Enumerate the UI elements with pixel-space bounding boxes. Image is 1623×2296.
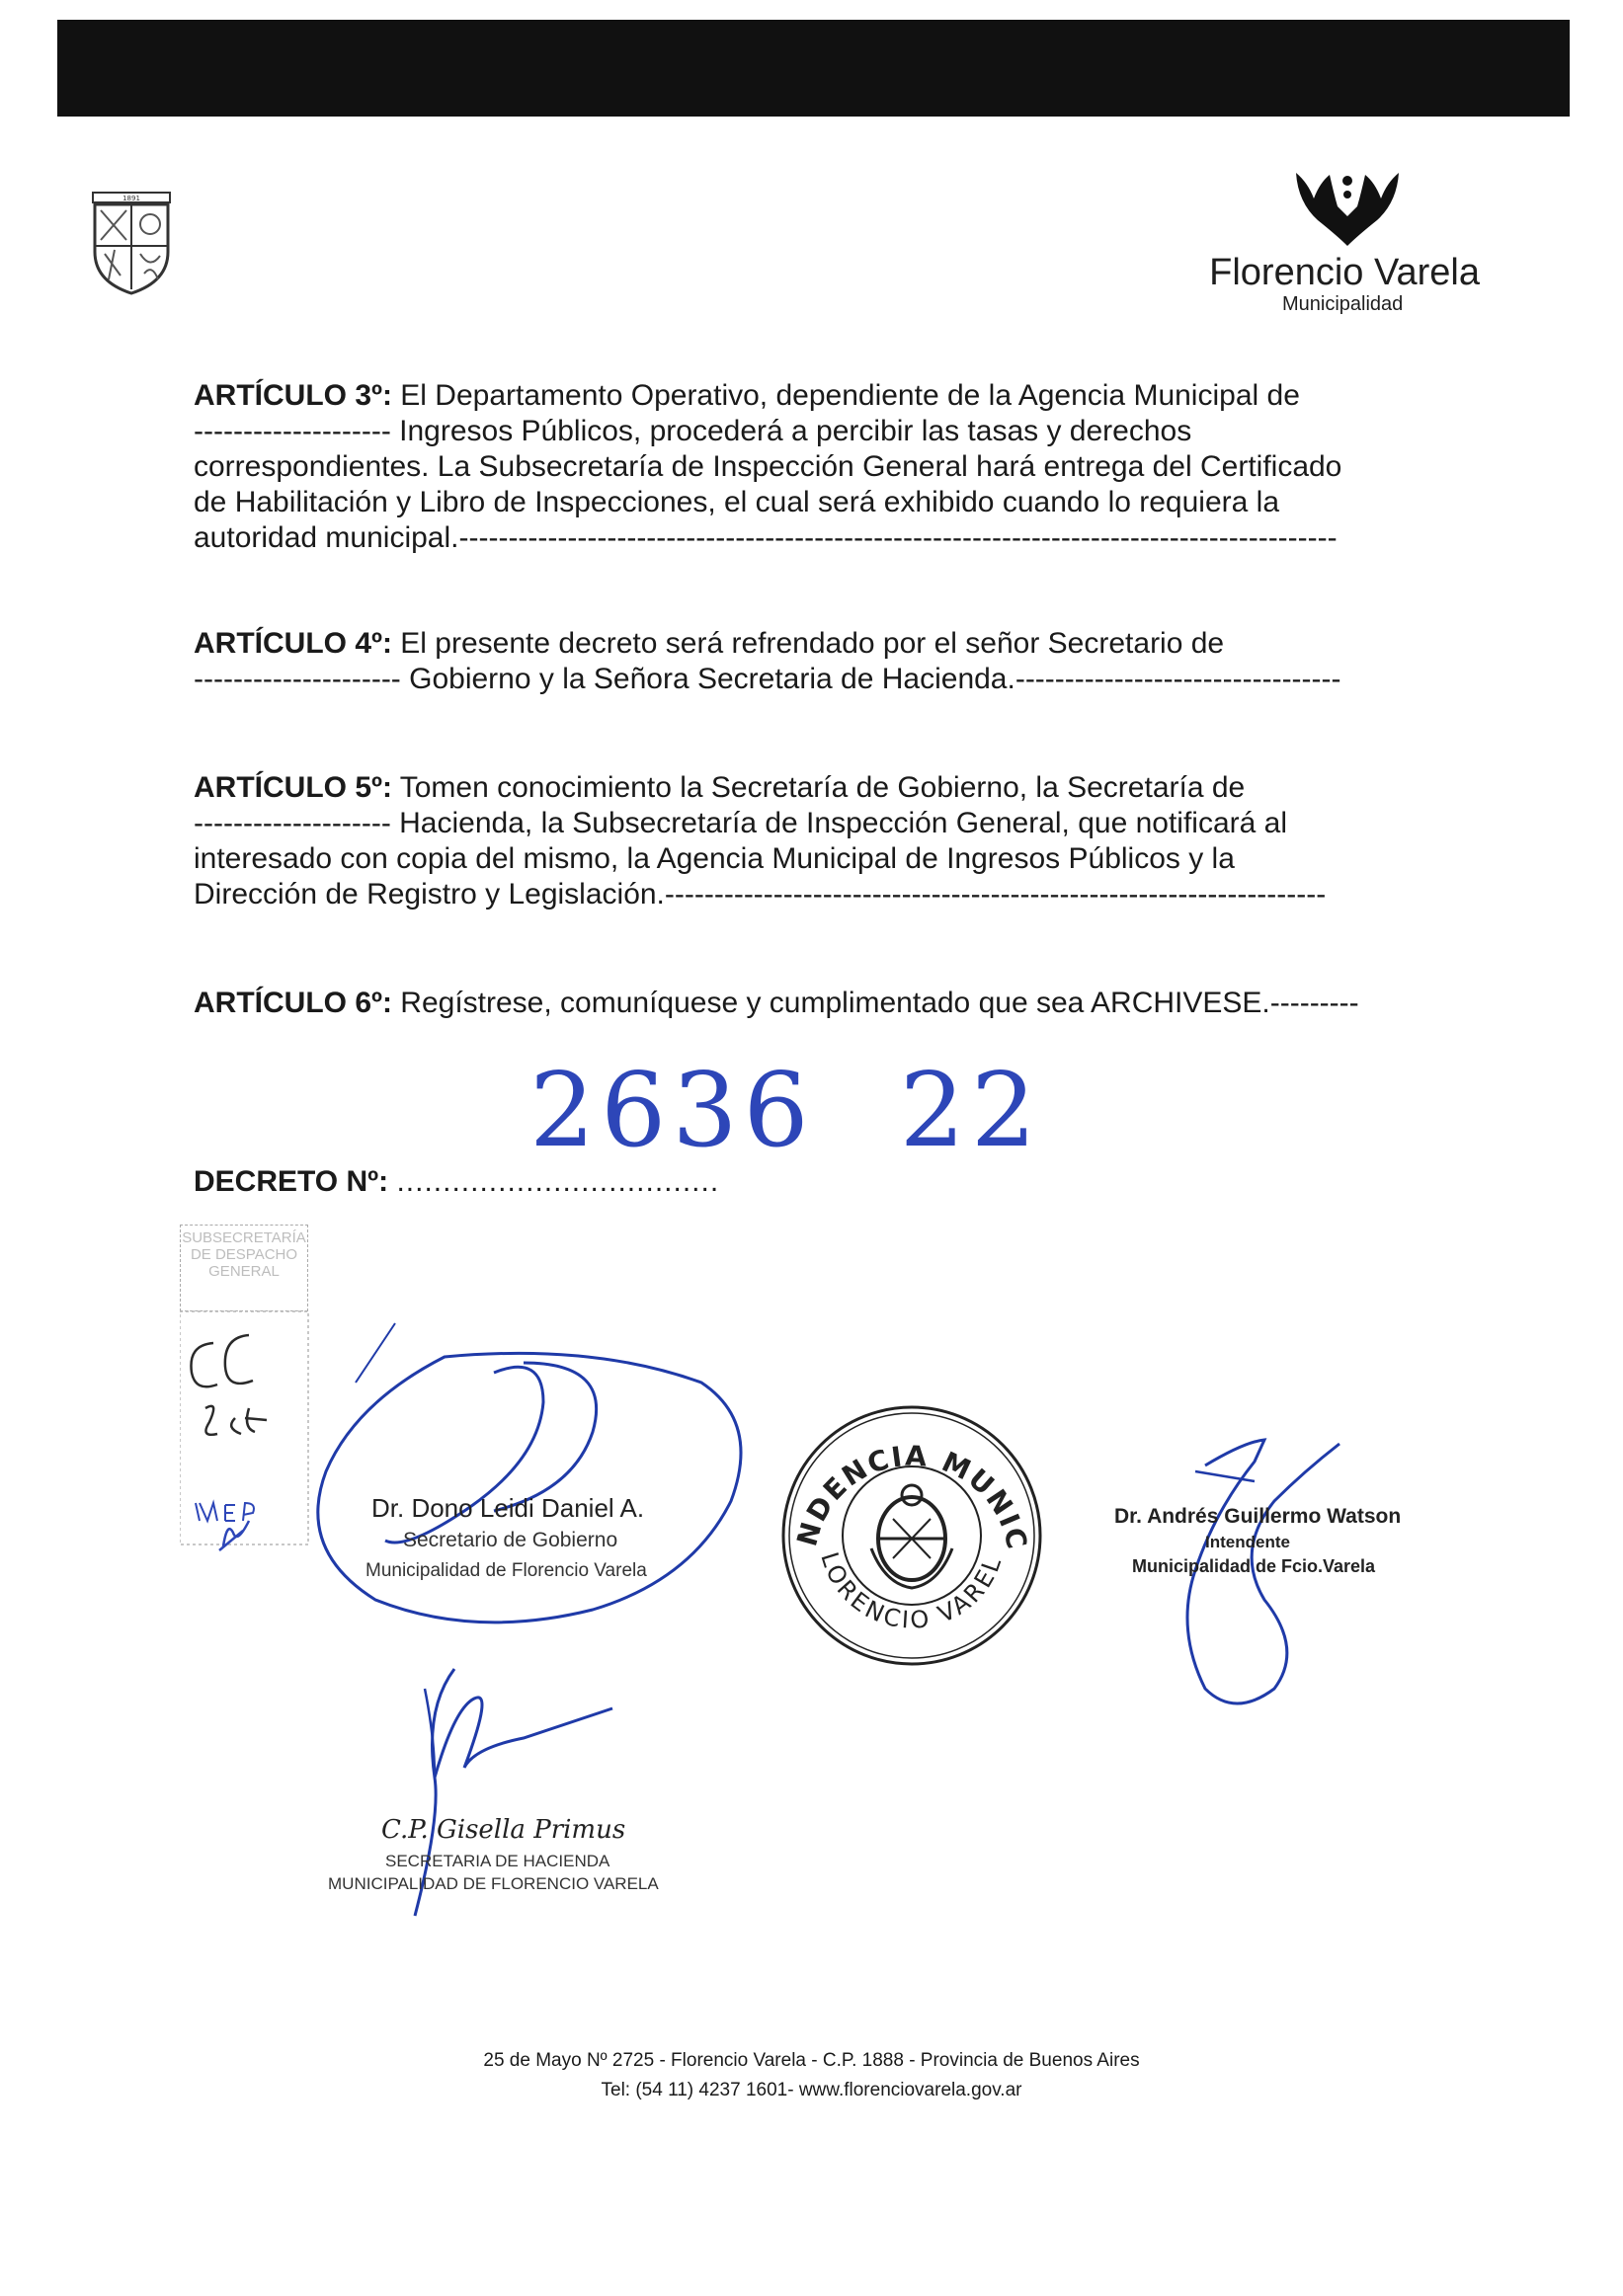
signer-role-gobierno: Secretario de Gobierno <box>403 1529 618 1551</box>
florencio-varela-logo-icon <box>1288 163 1407 248</box>
page-footer <box>296 2046 1327 2105</box>
signer-name-gobierno: Dr. Dono Leidi Daniel A. <box>371 1493 645 1523</box>
article-text: interesado con copia del mismo, la Agencia Municipal de Ingresos Públicos y la <box>194 842 1235 875</box>
article-text: Regístrese, comuníquese y cumplimentado que sea ARCHIVESE.--------- <box>391 987 1359 1019</box>
article-heading: ARTÍCULO 5º: <box>194 771 392 804</box>
handwritten-signature-gobierno-icon <box>296 1313 761 1649</box>
signature-block-intendente <box>1096 1432 1432 1728</box>
article-text: -------------------- Hacienda, la Subsecretaría de Inspección General, que notificará al <box>194 807 1288 839</box>
signer-name-hacienda: C.P. Gisella Primus <box>381 1815 626 1845</box>
decree-number-stamp <box>529 1050 1042 1170</box>
handwritten-signature-intendente-icon <box>1096 1432 1432 1728</box>
article-text: El presente decreto será refrendado por el señor Secretario de <box>391 627 1225 660</box>
decree-label-row <box>194 1165 719 1199</box>
signer-role-intendente: Intendente <box>1205 1533 1290 1551</box>
svg-text:FLORENCIO VARELA <box>776 1400 1008 1634</box>
article-text: autoridad municipal.----------------------------------------------------------------------------------------- <box>194 521 1338 554</box>
article-heading: ARTÍCULO 4º: <box>194 627 392 660</box>
article-text: El Departamento Operativo, dependiente de la Agencia Municipal de <box>391 379 1300 412</box>
article-text: Tomen conocimiento la Secretaría de Gobierno, la Secretaría de <box>391 771 1246 804</box>
article-text: de Habilitación y Libro de Inspecciones, el cual será exhibido cuando lo requiera la <box>194 486 1280 518</box>
signature-block-gobierno <box>296 1313 761 1649</box>
decree-label: DECRETO Nº: <box>194 1165 389 1198</box>
municipal-crest-icon <box>91 191 172 295</box>
article-text: -------------------- Ingresos Públicos, procederá a percibir las tasas y derechos <box>194 415 1192 447</box>
article-3 <box>194 378 1420 556</box>
seal-top-text: NDENCIA MUNIC <box>790 1439 1034 1554</box>
article-6 <box>194 986 1420 1021</box>
article-heading: ARTÍCULO 3º: <box>194 379 392 412</box>
signer-name-intendente: Dr. Andrés Guillermo Watson <box>1114 1505 1402 1528</box>
article-text: --------------------- Gobierno y la Señora Secretaria de Hacienda.--------------------------------- <box>194 663 1341 695</box>
article-text: correspondientes. La Subsecretaría de Inspección General hará entrega del Certificado <box>194 450 1342 483</box>
scan-header-bar <box>57 20 1570 117</box>
intendencia-seal <box>776 1400 1047 1671</box>
article-text: Dirección de Registro y Legislación.------------------------------------------------------------------- <box>194 878 1327 910</box>
crest-year: 1891 <box>122 195 140 202</box>
brand-name: Florencio Varela <box>1209 252 1480 293</box>
footer-address: 25 de Mayo Nº 2725 - Florencio Varela - C.P. 1888 - Provincia de Buenos Aires <box>483 2050 1140 2071</box>
article-heading: ARTÍCULO 6º: <box>194 987 392 1019</box>
article-5 <box>194 770 1420 912</box>
brand-block <box>1211 163 1498 321</box>
signature-block-hacienda <box>326 1649 721 1926</box>
signer-role-hacienda: SECRETARIA DE HACIENDA <box>385 1852 610 1870</box>
signer-org-gobierno: Municipalidad de Florencio Varela <box>365 1560 647 1581</box>
review-initials-box <box>180 1225 310 1557</box>
brand-subtitle: Municipalidad <box>1282 293 1404 315</box>
seal-bottom-text: LORENCIO VAREL <box>815 1548 1009 1635</box>
stamped-number: 2636 <box>529 1050 815 1170</box>
signer-org-intendente: Municipalidad de Fcio.Varela <box>1132 1556 1376 1576</box>
review-rubber-stamp: SUBSECRETARÍA DE DESPACHO GENERAL <box>180 1225 308 1311</box>
signer-org-hacienda: MUNICIPALIDAD DE FLORENCIO VARELA <box>328 1874 659 1893</box>
footer-contact: Tel: (54 11) 4237 1601- www.florenciovarela.gov.ar <box>601 2080 1022 2100</box>
decree-dots: ................................... <box>396 1165 720 1198</box>
stamped-year: 22 <box>899 1050 1043 1170</box>
handwritten-initials-icon <box>180 1225 310 1557</box>
article-4 <box>194 626 1420 697</box>
